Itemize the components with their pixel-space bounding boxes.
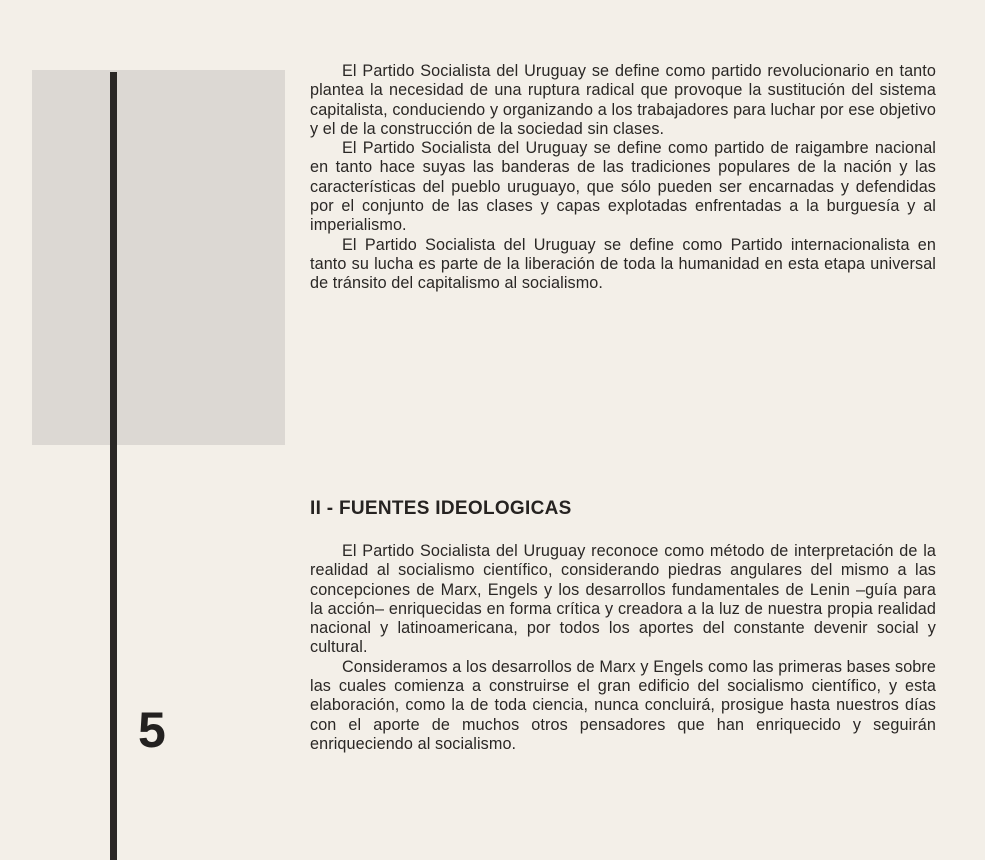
page-number: 5 — [138, 702, 166, 758]
section-2-body — [310, 542, 936, 754]
paragraph-internacionalista: El Partido Socialista del Uruguay se define como Partido internacionalista en tanto su lucha es parte de la liberación de toda la humanidad en esta etapa universal de tránsito del capitalismo al socialismo. — [310, 235, 936, 293]
paragraph-metodo: El Partido Socialista del Uruguay reconoce como método de interpretación de la realidad al socialismo científico, considerando piedras angulares del mismo a las concepciones de Marx, Engels y los desarrollos fundamentales de Lenin –guía para la acción– enriquecidas en forma crítica y creadora a la luz de nuestra propia realidad nacional y latinoamericana, por todos los aportes del constante devenir social y cultural. — [310, 542, 936, 657]
section-heading: II - FUENTES IDEOLOGICAS — [310, 498, 572, 519]
paragraph-marx-engels: Consideramos a los desarrollos de Marx y Engels como las primeras bases sobre las cuales comienza a construirse el gran edificio del socialismo científico, y esta elaboración, como la de toda ciencia, nunca concluirá, prosigue hasta nuestros días con el aporte de muchos otros pensadores que han enriquecido y seguirán enriqueciendo al socialismo. — [310, 657, 936, 753]
section-1-body — [310, 62, 936, 294]
paragraph-nacional: El Partido Socialista del Uruguay se define como partido de raigambre nacional en tanto hace suyas las banderas de las tradiciones populares de la nación y las características del pueblo uruguayo, que sólo pueden ser encarnadas y defendidas por el conjunto de las clases y capas explotadas enfrentadas a la burguesía y al imperialismo. — [310, 139, 936, 235]
vertical-rule — [110, 72, 117, 860]
paragraph-revolucionario: El Partido Socialista del Uruguay se define como partido revolucionario en tanto plantea la necesidad de una ruptura radical que provoque la sustitución del sistema capitalista, conduciendo y organizando a los trabajadores para luchar por ese objetivo y el de la construcción de la sociedad sin clases. — [310, 62, 936, 138]
decorative-gray-block — [32, 70, 285, 445]
